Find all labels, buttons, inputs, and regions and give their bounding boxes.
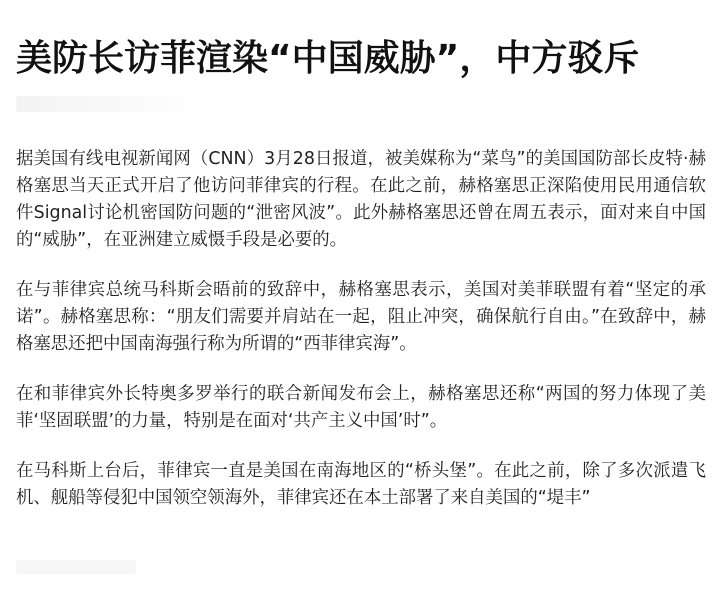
article-body: [16, 146, 706, 512]
article-paragraph-2: 在与菲律宾总统马科斯会晤前的致辞中，赫格塞思表示，美国对美菲联盟有着“坚定的承诺”。赫格塞思称：“朋友们需要并肩站在一起，阻止冲突，确保航行自由。”在致辞中，赫格塞思还把中国南海强行称为所谓的“西菲律宾海”。: [16, 280, 706, 354]
bottom-blur-placeholder: [16, 560, 136, 574]
article-headline: 美防长访菲渲染“中国威胁”，中方驳斥: [16, 38, 640, 79]
article-meta-placeholder: [16, 96, 206, 112]
article: [16, 0, 706, 535]
article-paragraph-4: 在马科斯上台后，菲律宾一直是美国在南海地区的“桥头堡”。在此之前，除了多次派遣飞机、舰船等侵犯中国领空领海外，菲律宾还在本土部署了来自美国的“堤丰”: [16, 461, 706, 508]
article-paragraph-1: 据美国有线电视新闻网（CNN）3月28日报道，被美媒称为“菜鸟”的美国国防部长皮特·赫格塞思当天正式开启了他访问菲律宾的行程。在此之前，赫格塞思正深陷使用民用通信软件Signal讨论机密国防问题的“泄密风波”。此外赫格塞思还曾在周五表示，面对来自中国的“威胁”，在亚洲建立威慑手段是必要的。: [16, 149, 706, 250]
article-paragraph-3: 在和菲律宾外长特奥多罗举行的联合新闻发布会上，赫格塞思还称“两国的努力体现了美菲‘坚固联盟’的力量，特别是在面对‘共产主义中国’时”。: [16, 384, 706, 431]
